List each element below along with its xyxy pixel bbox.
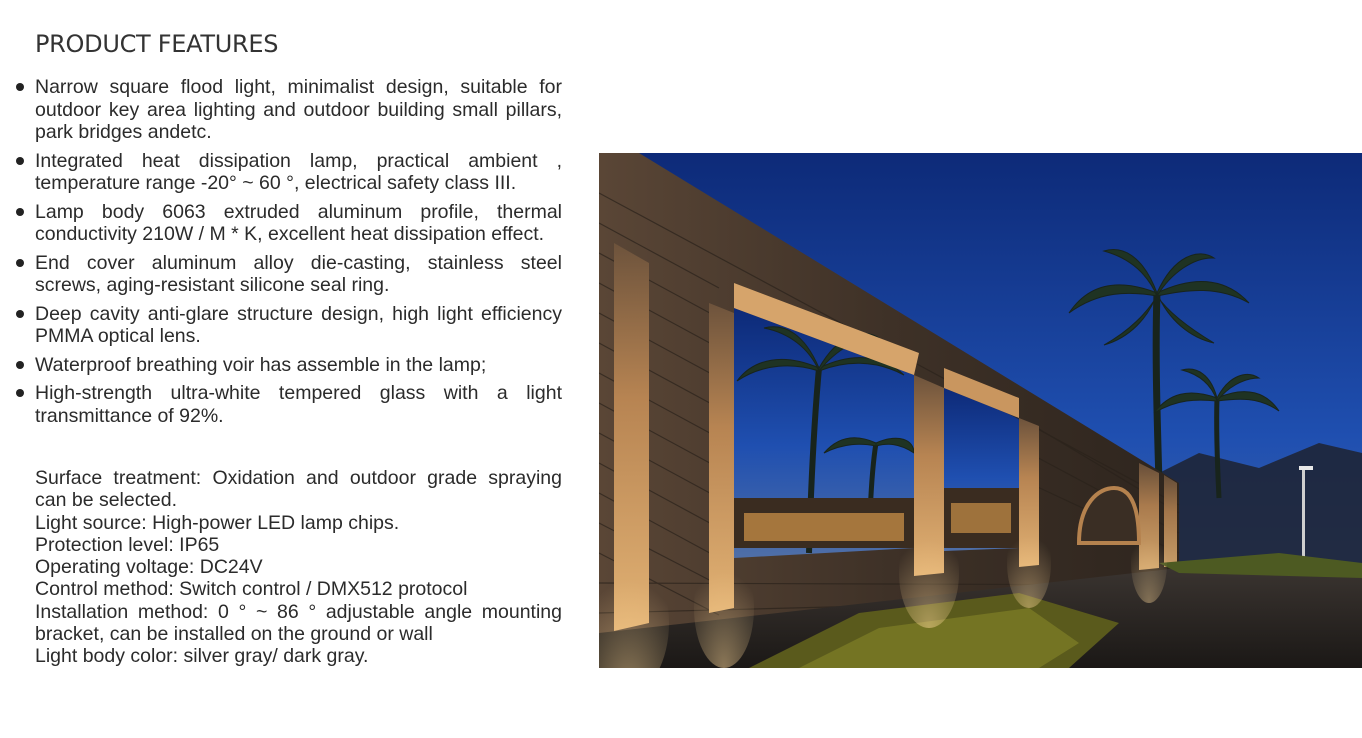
bullet-icon bbox=[16, 259, 24, 267]
feature-text: Lamp body 6063 extruded aluminum profile, thermal conductivity 210W / M * K, excellent heat dissipation effect. bbox=[35, 200, 562, 245]
feature-text: Deep cavity anti-glare structure design, high light efficiency PMMA optical lens. bbox=[35, 302, 562, 347]
bullet-icon bbox=[16, 208, 24, 216]
bullet-icon bbox=[16, 389, 24, 397]
feature-text: High-strength ultra-white tempered glass with a light transmittance of 92%. bbox=[35, 382, 562, 427]
feature-list bbox=[0, 76, 562, 433]
page-title: PRODUCT FEATURES bbox=[35, 30, 279, 58]
feature-item bbox=[0, 76, 562, 144]
spec-surface-treatment: Surface treatment: Oxidation and outdoor grade spraying can be selected. bbox=[35, 467, 562, 512]
bullet-icon bbox=[16, 361, 24, 369]
feature-item bbox=[0, 252, 562, 297]
feature-text: Narrow square flood light, minimalist design, suitable for outdoor key area lighting and outdoor building small pillars, park bridges andetc. bbox=[35, 76, 562, 143]
spec-installation-method: Installation method: 0 ° ~ 86 ° adjustable angle mounting bracket, can be installed on the ground or wall bbox=[35, 600, 562, 646]
feature-item bbox=[0, 382, 562, 427]
spec-operating-voltage: Operating voltage: DC24V bbox=[35, 556, 263, 579]
spec-block bbox=[35, 467, 562, 668]
feature-item bbox=[0, 150, 562, 195]
feature-text: Integrated heat dissipation lamp, practical ambient , temperature range -20° ~ 60 °, electrical safety class III. bbox=[35, 149, 562, 194]
spec-light-source: Light source: High-power LED lamp chips. bbox=[35, 511, 400, 534]
feature-item bbox=[0, 201, 562, 246]
spec-control-method: Control method: Switch control / DMX512 protocol bbox=[35, 578, 468, 601]
product-application-photo bbox=[599, 153, 1362, 668]
spec-body-color: Light body color: silver gray/ dark gray. bbox=[35, 645, 369, 668]
feature-item bbox=[0, 303, 562, 348]
bullet-icon bbox=[16, 310, 24, 318]
bullet-icon bbox=[16, 83, 24, 91]
feature-text: End cover aluminum alloy die-casting, stainless steel screws, aging-resistant silicone seal ring. bbox=[35, 251, 562, 296]
spec-protection-level: Protection level: IP65 bbox=[35, 533, 220, 556]
feature-item bbox=[0, 354, 562, 377]
feature-text: Waterproof breathing voir has assemble in the lamp; bbox=[35, 353, 487, 376]
bullet-icon bbox=[16, 157, 24, 165]
